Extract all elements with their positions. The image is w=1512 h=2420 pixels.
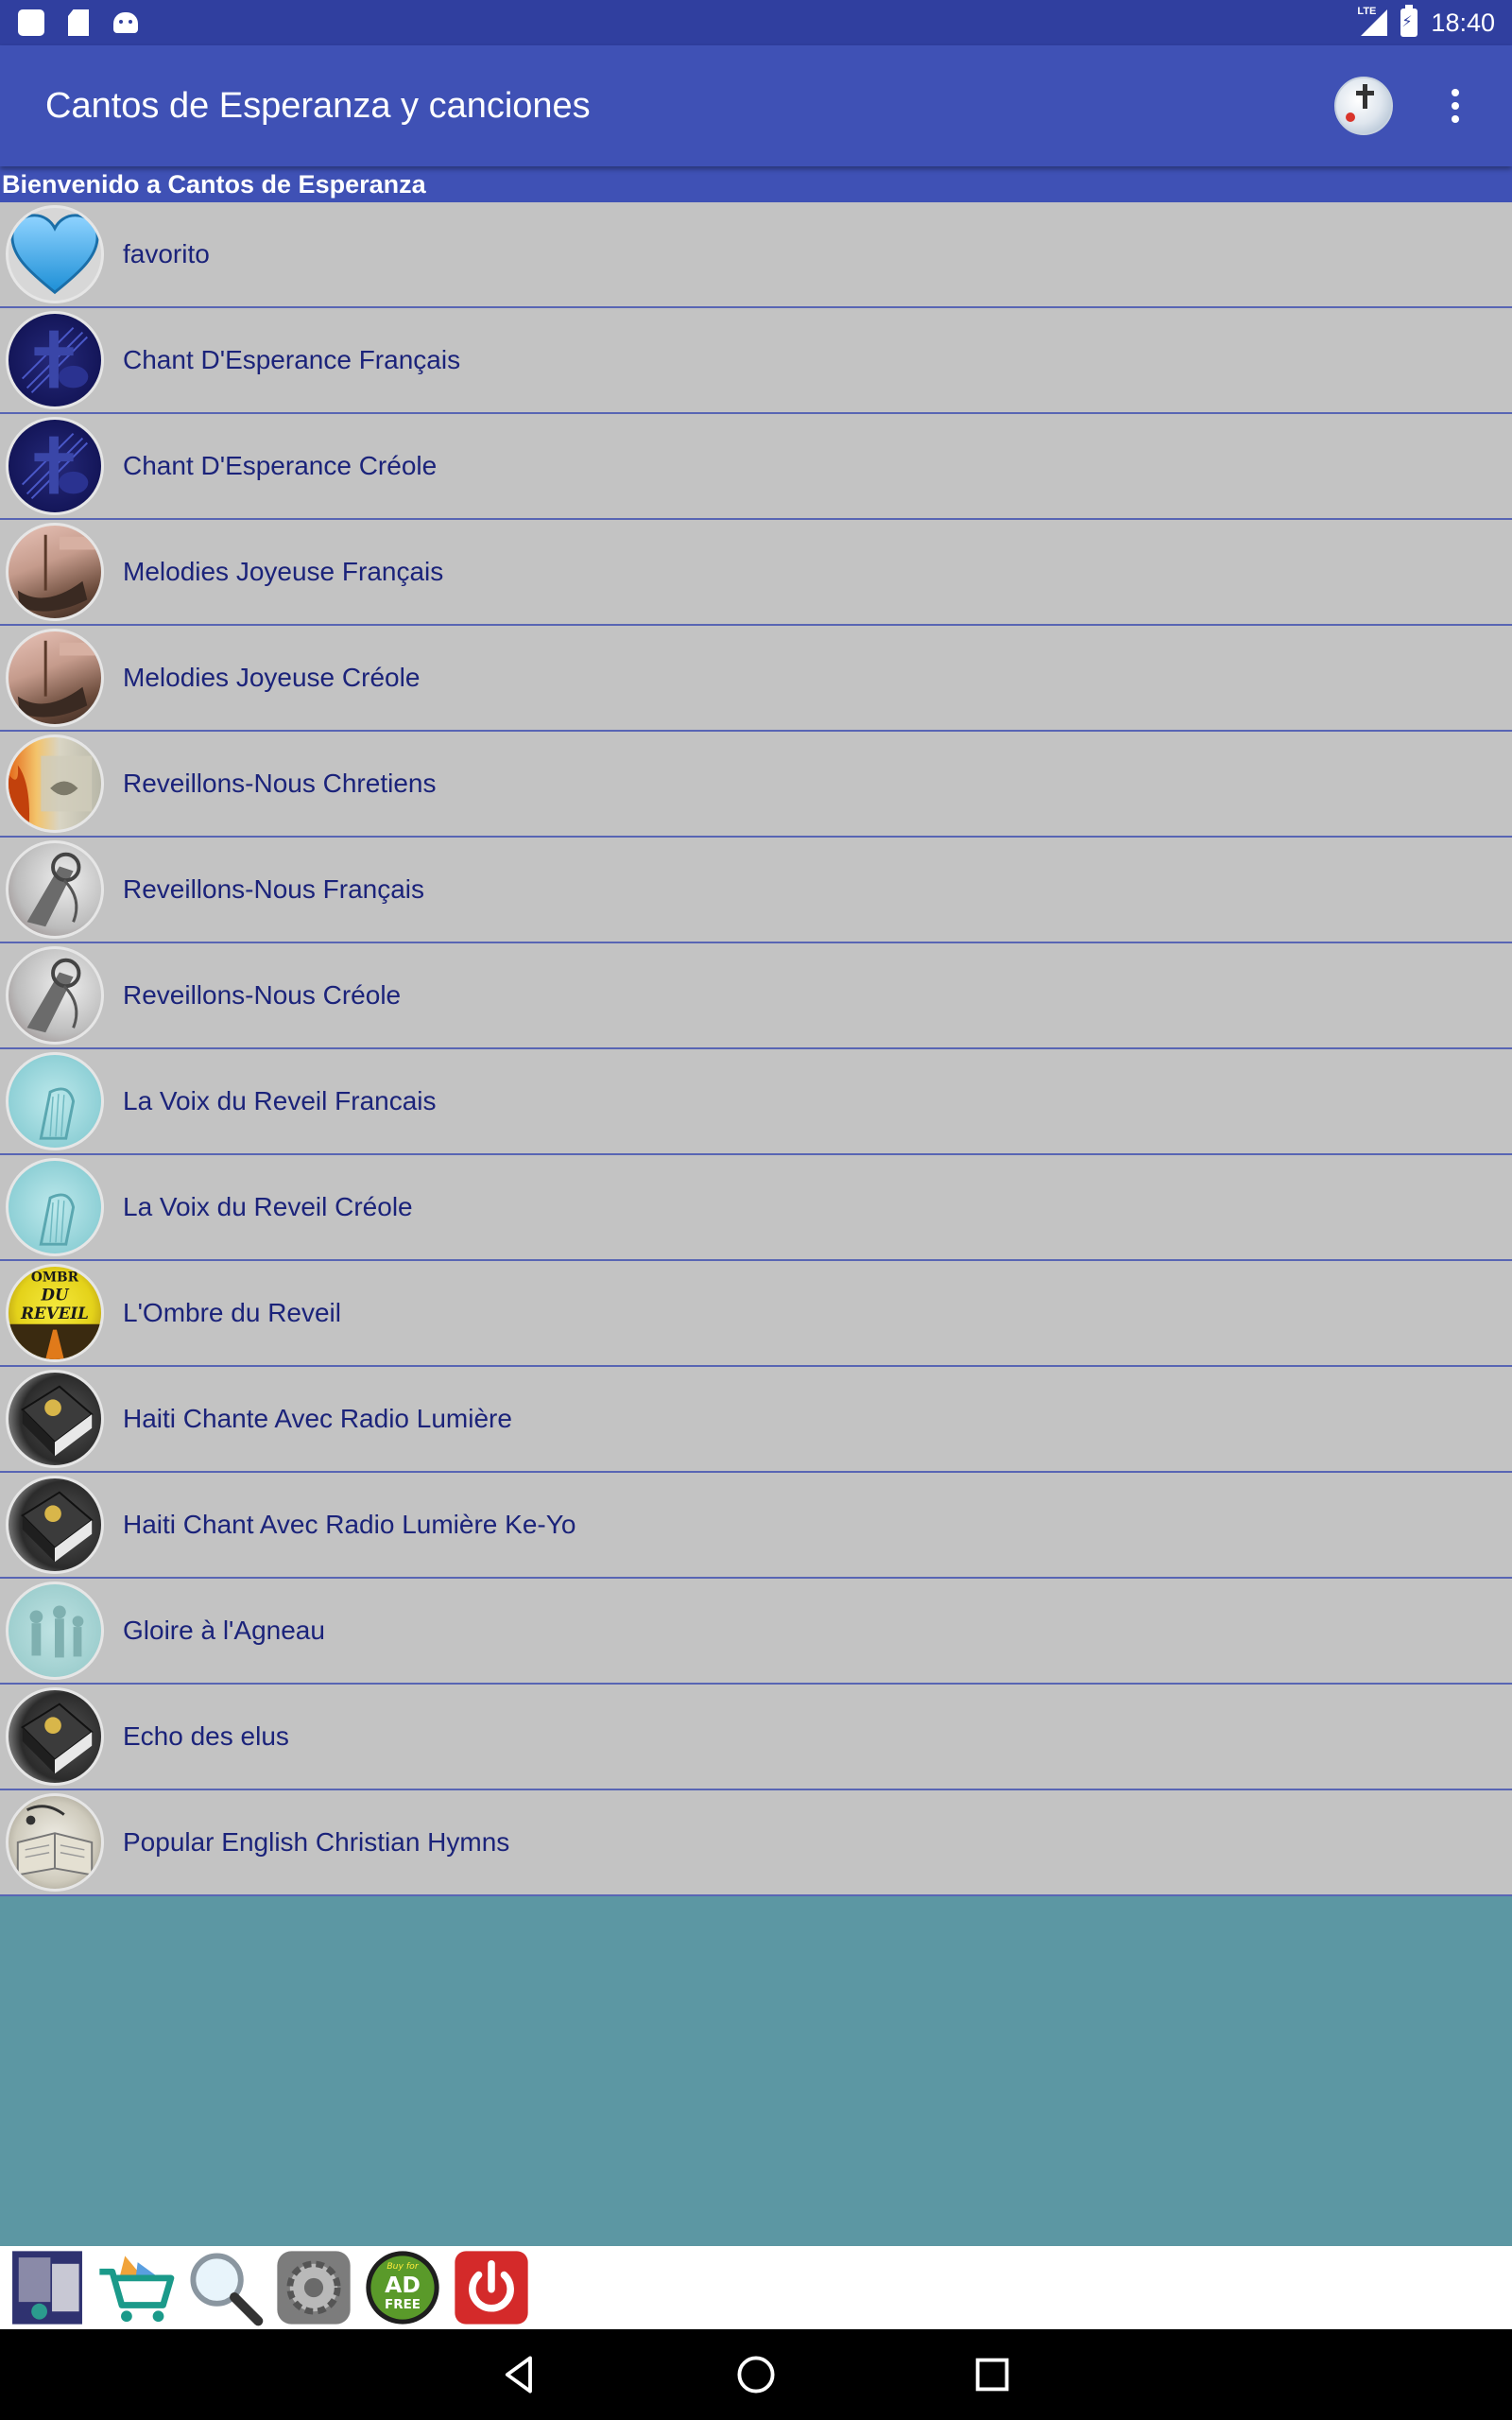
list-item-reveillons-nous-francais[interactable] — [0, 838, 1512, 943]
ombre-text-line1: OMBR — [30, 1270, 79, 1286]
ombre-text-line3: REVEIL — [21, 1303, 89, 1322]
sd-card-icon — [64, 9, 93, 37]
notification-square-icon — [17, 9, 45, 37]
harp-icon — [6, 1052, 104, 1150]
fire-book-icon — [6, 735, 104, 833]
bible-icon — [6, 1370, 104, 1468]
list-item-chant-esperance-francais[interactable] — [0, 308, 1512, 414]
list-item-reveillons-nous-chretiens[interactable] — [0, 732, 1512, 838]
list-item-melodies-joyeuse-creole[interactable] — [0, 626, 1512, 732]
list-item-chant-esperance-creole[interactable] — [0, 414, 1512, 520]
list-item-favorito[interactable] — [0, 202, 1512, 308]
trumpet-icon — [6, 840, 104, 939]
bottom-toolbar — [0, 2246, 1512, 2329]
list-item-gloire-agneau[interactable] — [0, 1579, 1512, 1685]
signal-icon — [1357, 6, 1387, 36]
cross-icon — [6, 311, 104, 409]
settings-gear-icon[interactable] — [272, 2246, 355, 2329]
power-exit-icon[interactable] — [450, 2246, 533, 2329]
ad-free-button[interactable] — [361, 2246, 444, 2329]
bible-icon — [6, 1687, 104, 1786]
list-item-label: La Voix du Reveil Francais — [123, 1086, 437, 1115]
ombre-text-line2: DU — [41, 1285, 69, 1305]
status-bar — [0, 0, 1512, 45]
list-item-label: Echo des elus — [123, 1721, 289, 1751]
list-item-label: favorito — [123, 239, 210, 268]
cross-icon — [6, 417, 104, 515]
app-logo-button[interactable] — [1334, 77, 1393, 135]
list-item-label: Melodies Joyeuse Créole — [123, 663, 421, 692]
trumpet-icon — [6, 946, 104, 1045]
list-item-label: Reveillons-Nous Chretiens — [123, 769, 437, 798]
ombre-icon — [6, 1264, 104, 1362]
list-item-ombre-reveil[interactable] — [0, 1261, 1512, 1367]
ad-free-top-text: Buy for — [387, 2260, 419, 2272]
bible-icon — [6, 1476, 104, 1574]
status-time: 18:40 — [1431, 8, 1495, 37]
app-title: Cantos de Esperanza y canciones — [45, 85, 591, 126]
ad-free-bottom-text: FREE — [385, 2297, 421, 2312]
home-icon[interactable] — [728, 2346, 784, 2403]
harp-icon — [6, 1158, 104, 1256]
list-item-label: Reveillons-Nous Créole — [123, 980, 402, 1010]
list-item-label: Chant D'Esperance Créole — [123, 451, 438, 480]
songbook-icon — [6, 523, 104, 621]
shopping-cart-icon[interactable] — [94, 2246, 178, 2329]
list-item-melodies-joyeuse-francais[interactable] — [0, 520, 1512, 626]
lamb-icon — [6, 1582, 104, 1680]
songbook-cover-button[interactable] — [6, 2246, 89, 2329]
list-item-popular-english-hymns[interactable] — [0, 1790, 1512, 1896]
android-icon — [112, 9, 140, 37]
list-item-haiti-chante-radio-lumiere[interactable] — [0, 1367, 1512, 1473]
welcome-banner: Bienvenido a Cantos de Esperanza — [0, 166, 1512, 202]
hymnal-icon — [6, 1793, 104, 1892]
app-bar — [0, 45, 1512, 166]
list-item-label: Melodies Joyeuse Français — [123, 557, 444, 586]
list-item-label: Popular English Christian Hymns — [123, 1827, 510, 1857]
list-item-haiti-chant-radio-lumiere-keyo[interactable] — [0, 1473, 1512, 1579]
list-item-label: Haiti Chant Avec Radio Lumière Ke-Yo — [123, 1510, 576, 1539]
ad-free-mid-text: AD — [385, 2272, 421, 2299]
list-item-voix-reveil-creole[interactable] — [0, 1155, 1512, 1261]
list-item-label: L'Ombre du Reveil — [123, 1298, 341, 1327]
battery-charging-icon — [1400, 9, 1418, 37]
recents-icon[interactable] — [964, 2346, 1021, 2403]
list-item-echo-des-elus[interactable] — [0, 1685, 1512, 1790]
back-icon[interactable] — [491, 2346, 548, 2403]
system-nav-bar — [0, 2329, 1512, 2420]
network-type: LTE — [1357, 6, 1377, 17]
list-item-label: Chant D'Esperance Français — [123, 345, 461, 374]
heart-icon — [6, 205, 104, 303]
list-item-label: Gloire à l'Agneau — [123, 1616, 325, 1645]
list-item-voix-reveil-francais[interactable] — [0, 1049, 1512, 1155]
more-options-icon[interactable] — [1444, 83, 1467, 129]
songbook-list — [0, 202, 1512, 1895]
list-item-label: La Voix du Reveil Créole — [123, 1192, 413, 1221]
search-icon[interactable] — [183, 2246, 266, 2329]
list-item-reveillons-nous-creole[interactable] — [0, 943, 1512, 1049]
list-item-label: Haiti Chante Avec Radio Lumière — [123, 1404, 512, 1433]
songbook-icon — [6, 629, 104, 727]
list-item-label: Reveillons-Nous Français — [123, 874, 425, 904]
